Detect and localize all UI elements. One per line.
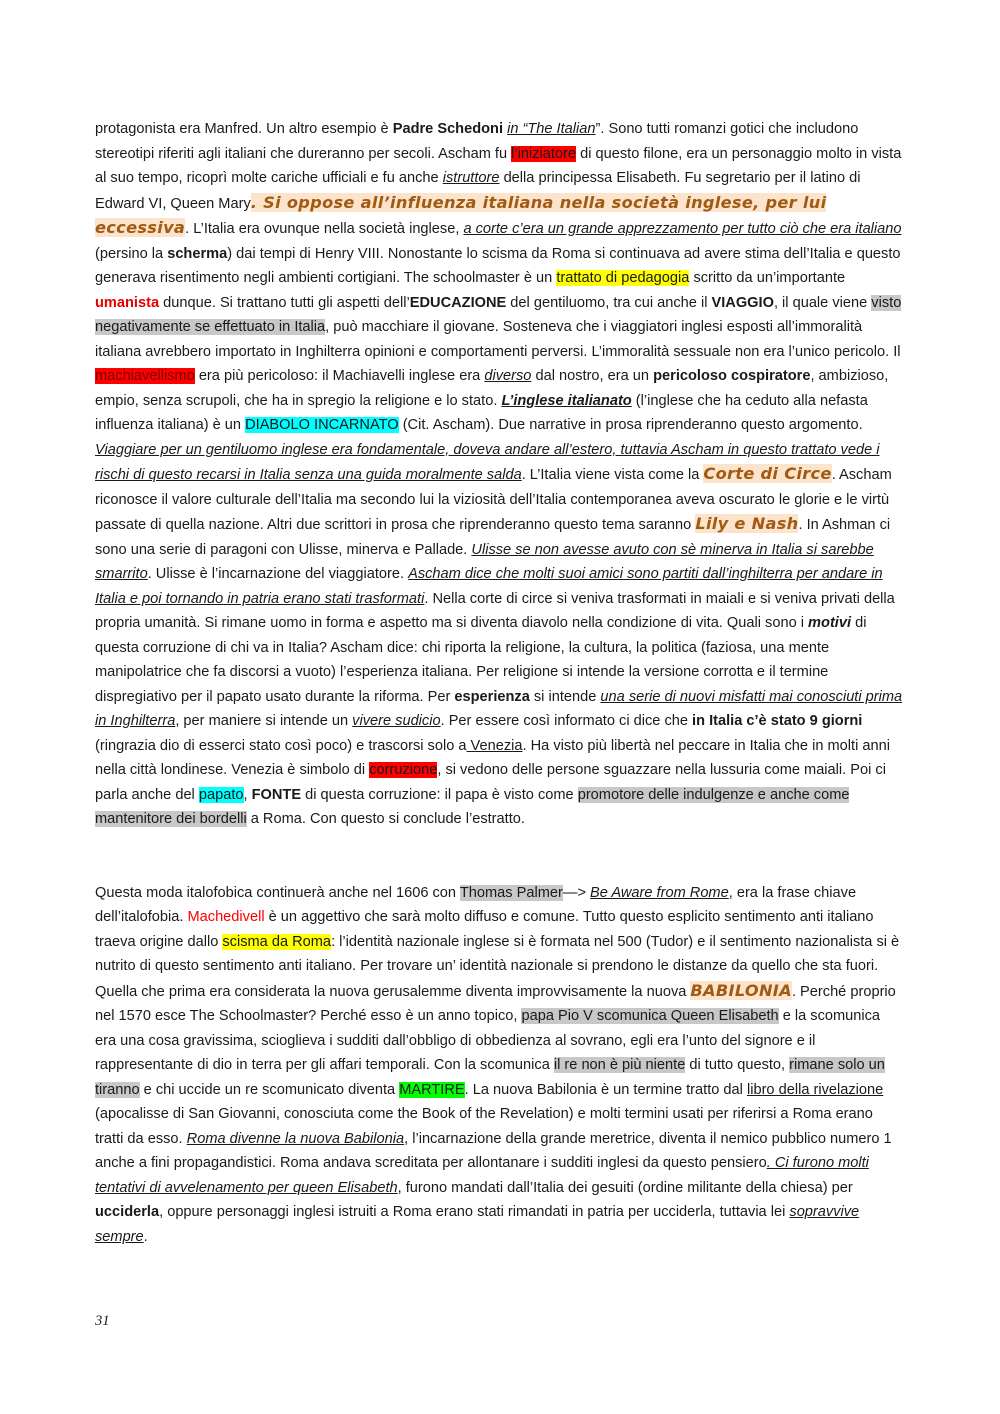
text-run: (ringrazia dio di esserci stato così poco) e trascorsi solo a xyxy=(95,737,467,754)
text-run-bold: pericoloso cospiratore xyxy=(653,368,811,384)
text-run: e chi uccide un re scomunicato diventa xyxy=(139,1081,400,1098)
text-run-italic-underline: in “The Italian xyxy=(507,121,596,137)
text-run: e la scomunica era una cosa gravissima, scioglieva i sudditi dall’obbligo di obbedienza al sovrano, egli era l’unto del signore e il rappresentante di dio in terra per gli affari temporali. Con la scomunica xyxy=(95,1008,881,1073)
text-run-bold: esperienza xyxy=(454,688,530,705)
text-run: , può macchiare il giovane. Sosteneva che i viaggiatori inglesi esposti all’immoralità italiana avrebbero importato in Inghilterra opinioni e comportamenti perversi. L’immoralità sessuale non era l’unico pericolo. Il xyxy=(95,319,901,360)
text-run: . xyxy=(143,1228,148,1245)
text-run-italic-underline: Ulisse se non avesse avuto con sè minerva in Italia si sarebbe smarrito xyxy=(95,541,874,582)
text-run-italic-underline: Be Aware from Rome xyxy=(590,884,729,901)
text-run: , il quale viene xyxy=(773,294,872,311)
text-run-italic-underline: una serie di nuovi misfatti mai conosciuti prima in Inghilterra xyxy=(95,688,903,729)
highlight-red: corruzione xyxy=(369,762,438,778)
text-run: è un aggettivo che sarà molto diffuso e comune. Tutto questo esplicito sentimento anti italiano traeva origine dallo xyxy=(95,909,874,950)
text-run-underline: Venezia xyxy=(466,737,523,754)
text-run: di questa corruzione: il papa è visto come xyxy=(301,786,578,803)
text-run: , xyxy=(243,786,252,803)
text-run: ) dai tempi di Henry VIII. Nonostante lo scisma da Roma si continuava ad avere stima dell’Italia e questo generava risentimento negli ambienti cortigiani. The schoolmaster è un xyxy=(95,245,901,286)
text-run-bold: Padre Schedoni xyxy=(392,121,504,137)
text-run: , oppure personaggi inglesi istruiti a Roma erano stati rimandati in patria per ucciderla, tuttavia lei xyxy=(159,1204,790,1220)
text-run: —> xyxy=(562,884,591,901)
text-run: si intende xyxy=(529,688,601,705)
text-run: : l’identità nazionale inglese si è formata nel 500 (Tudor) e il sentimento nazionalista si è nutrito di questo sentimento anti italiano. Per trovare un’ identità nazionale si prendono le distanze da quello che sta fuori. Quella che prima era considerata la nuova gerusalemme diventa improvvisamente la nuova xyxy=(95,933,900,1000)
text-run-bold: FONTE xyxy=(251,786,302,803)
callout-highlight: . Si oppose all’influenza italiana nella società inglese, per lui eccessiva xyxy=(95,192,827,237)
highlight-green: MARTIRE xyxy=(399,1081,465,1098)
text-run: ”. Sono tutti romanzi gotici che includono stereotipi riferiti agli italiani che dureranno per secoli. Ascham fu xyxy=(95,121,859,162)
text-run-italic-underline: vivere sudicio xyxy=(352,713,441,729)
text-run: a Roma. Con questo si conclude l’estratto. xyxy=(246,811,525,827)
text-run: Questa moda italofobica continuerà anche nel 1606 con xyxy=(95,884,460,901)
text-run: (apocalisse di San Giovanni, conosciuta come the Book of the Revelation) e molti termini usati per riferirsi a Roma erano tratti da esso. xyxy=(95,1106,873,1147)
text-run: di questo filone, era un personaggio molto in vista al suo tempo, ricoprì molte cariche ufficiali e fu anche xyxy=(95,145,902,186)
text-run: , per maniere si intende un xyxy=(175,713,353,729)
text-run-italic-underline: istruttore xyxy=(442,170,500,186)
text-run: era più pericoloso: il Machiavelli inglese era xyxy=(194,368,485,384)
text-run: (persino la xyxy=(95,245,168,262)
text-run: (l’inglese che ha ceduto alla nefasta influenza italiana) è un xyxy=(95,392,868,433)
highlight-yellow: scisma da Roma xyxy=(222,933,332,950)
highlight-gray: promotore delle indulgenze e anche come mantenitore dei bordelli xyxy=(95,786,850,827)
text-run: di tutto questo, xyxy=(685,1057,790,1073)
text-run: protagonista era Manfred. Un altro esempio è xyxy=(95,121,393,137)
paragraph-italofobia xyxy=(95,881,905,1250)
highlight-gray: rimane solo un tiranno xyxy=(95,1057,885,1098)
text-run: , era la frase chiave dell’italofobia. xyxy=(95,884,857,925)
highlight-gray: il re non è più niente xyxy=(553,1057,686,1073)
text-run-italic-underline: . Ci furono molti tentativi di avvelenamento per queen Elisabeth xyxy=(95,1155,869,1196)
text-run-bold-italic-underline: L’inglese italianato xyxy=(501,392,632,409)
callout-highlight: Lily e Nash xyxy=(695,514,799,533)
text-run-italic-underline: Viaggiare per un gentiluomo inglese era fondamentale, doveva andare all’estero, tuttavia Ascham in questo trattato vede i rischi di questo recarsi in Italia senza una guida moralmente salda xyxy=(95,441,880,483)
text-run: . In Ashman ci sono una serie di paragoni con Ulisse, minerva e Pallade. xyxy=(95,517,891,558)
text-run: (Cit. Ascham). Due narrative in prosa riprenderanno questo argomento. xyxy=(398,417,863,433)
text-run: della principessa Elisabeth. Fu segretario per il latino di Edward VI, Queen Mary xyxy=(95,170,861,212)
text-run: di questa corruzione di chi va in Italia? Ascham dice: chi riporta la religione, la cultura, la politica (faziosa, una mente manipolatrice che fa discorsi a vuoto) l’esperienza italiana. Per religione si intende la versione corrotta e il termine dispregiativo per il papato usato durante la riforma. Per xyxy=(95,615,867,705)
highlight-gray: Thomas Palmer xyxy=(459,884,563,901)
text-run: . Perché proprio nel 1570 esce The Schoolmaster? Perché esso è un anno topico, xyxy=(95,983,896,1024)
text-run-bold: in Italia c’è stato 9 giorni xyxy=(692,713,863,729)
text-run: , furono mandati dall’Italia dei gesuiti (ordine militante della chiesa) per xyxy=(397,1179,853,1196)
text-run: . Per essere così informato ci dice che xyxy=(440,713,693,729)
text-run: . La nuova Babilonia è un termine tratto dal xyxy=(464,1081,747,1098)
text-run: . Nella corte di circe si veniva trasformati in maiali e si veniva privati della propria umanità. Si rimane uomo in forma e aspetto ma si diventa diavolo nella condizione di vita. Quali sono i xyxy=(95,590,895,631)
text-run-bold: EDUCAZIONE xyxy=(409,294,507,311)
text-run: , l’incarnazione della grande meretrice, diventa il nemico pubblico numero 1 anche a fini propagandistici. Roma andava screditata per allontanare i sudditi inglesi da questo pensiero xyxy=(95,1130,892,1171)
text-run-bold-italic: motivi xyxy=(808,615,852,631)
text-run: . Ha visto più libertà nel peccare in Italia che in molti anni nella città londinese. Venezia è simbolo di xyxy=(95,737,890,778)
highlight-gray: visto negativamente se effettuato in Italia xyxy=(95,294,902,335)
document-page xyxy=(95,117,905,1249)
text-run-bold: VIAGGIO xyxy=(711,294,774,311)
highlight-cyan: papato xyxy=(198,786,244,803)
text-run-italic-underline: Ascham dice che molti suoi amici sono partiti dall’inghilterra per andare in Italia e poi tornando in patria erano stati trasformati xyxy=(95,566,883,607)
highlight-yellow: trattato di pedagogia xyxy=(556,270,690,286)
text-run-bold: scherma xyxy=(167,245,228,262)
highlight-red: machiavellismo xyxy=(95,368,195,384)
text-run: scritto da un’importante xyxy=(689,270,846,286)
text-run: dal nostro, era un xyxy=(531,368,654,384)
text-run-italic-underline: sopravvive sempre xyxy=(95,1204,860,1245)
page-number: 31 xyxy=(95,1313,110,1329)
paragraph-schoolmaster xyxy=(95,117,905,832)
callout-highlight: Corte di Circe xyxy=(703,464,832,483)
text-run-bold: ucciderla xyxy=(95,1204,160,1220)
callout-highlight: BABILONIA xyxy=(690,980,792,1000)
text-run: . L’Italia viene vista come la xyxy=(521,467,704,483)
text-run: , ambizioso, empio, senza scrupoli, che ha in spregio la religione e lo stato. xyxy=(95,368,889,409)
highlight-red: l’iniziatore xyxy=(511,145,577,162)
highlight-gray: papa Pio V scomunica Queen Elisabeth xyxy=(521,1008,779,1024)
text-run: . Ascham riconosce il valore culturale dell’Italia ma secondo lui la viziosità dell’Italia contemporanea aveva oscurato le glorie e le virtù passate di quella nazione. Altri due scrittori in prosa che riprenderanno questo tema saranno xyxy=(95,467,892,533)
text-run: , si vedono delle persone sguazzare nella lussuria come maiali. Poi ci parla anche del xyxy=(95,762,886,803)
text-run-red: Machedivell xyxy=(187,909,265,925)
text-run: del gentiluomo, tra cui anche il xyxy=(506,294,712,311)
highlight-cyan: DIABOLO INCARNATO xyxy=(245,417,399,433)
text-run-red-bold: umanista xyxy=(95,294,160,311)
text-run: . L’Italia era ovunque nella società inglese, xyxy=(185,221,464,237)
text-run: . Ulisse è l’incarnazione del viaggiatore. xyxy=(147,566,409,582)
text-run-italic-underline: Roma divenne la nuova Babilonia xyxy=(186,1130,405,1147)
text-run-italic-underline: a corte c’era un grande apprezzamento per tutto ciò che era italiano xyxy=(463,221,902,237)
text-run-underline: libro della rivelazione xyxy=(746,1081,884,1098)
text-run: dunque. Si trattano tutti gli aspetti dell’ xyxy=(159,294,410,311)
text-run-italic-underline: diverso xyxy=(484,368,532,384)
